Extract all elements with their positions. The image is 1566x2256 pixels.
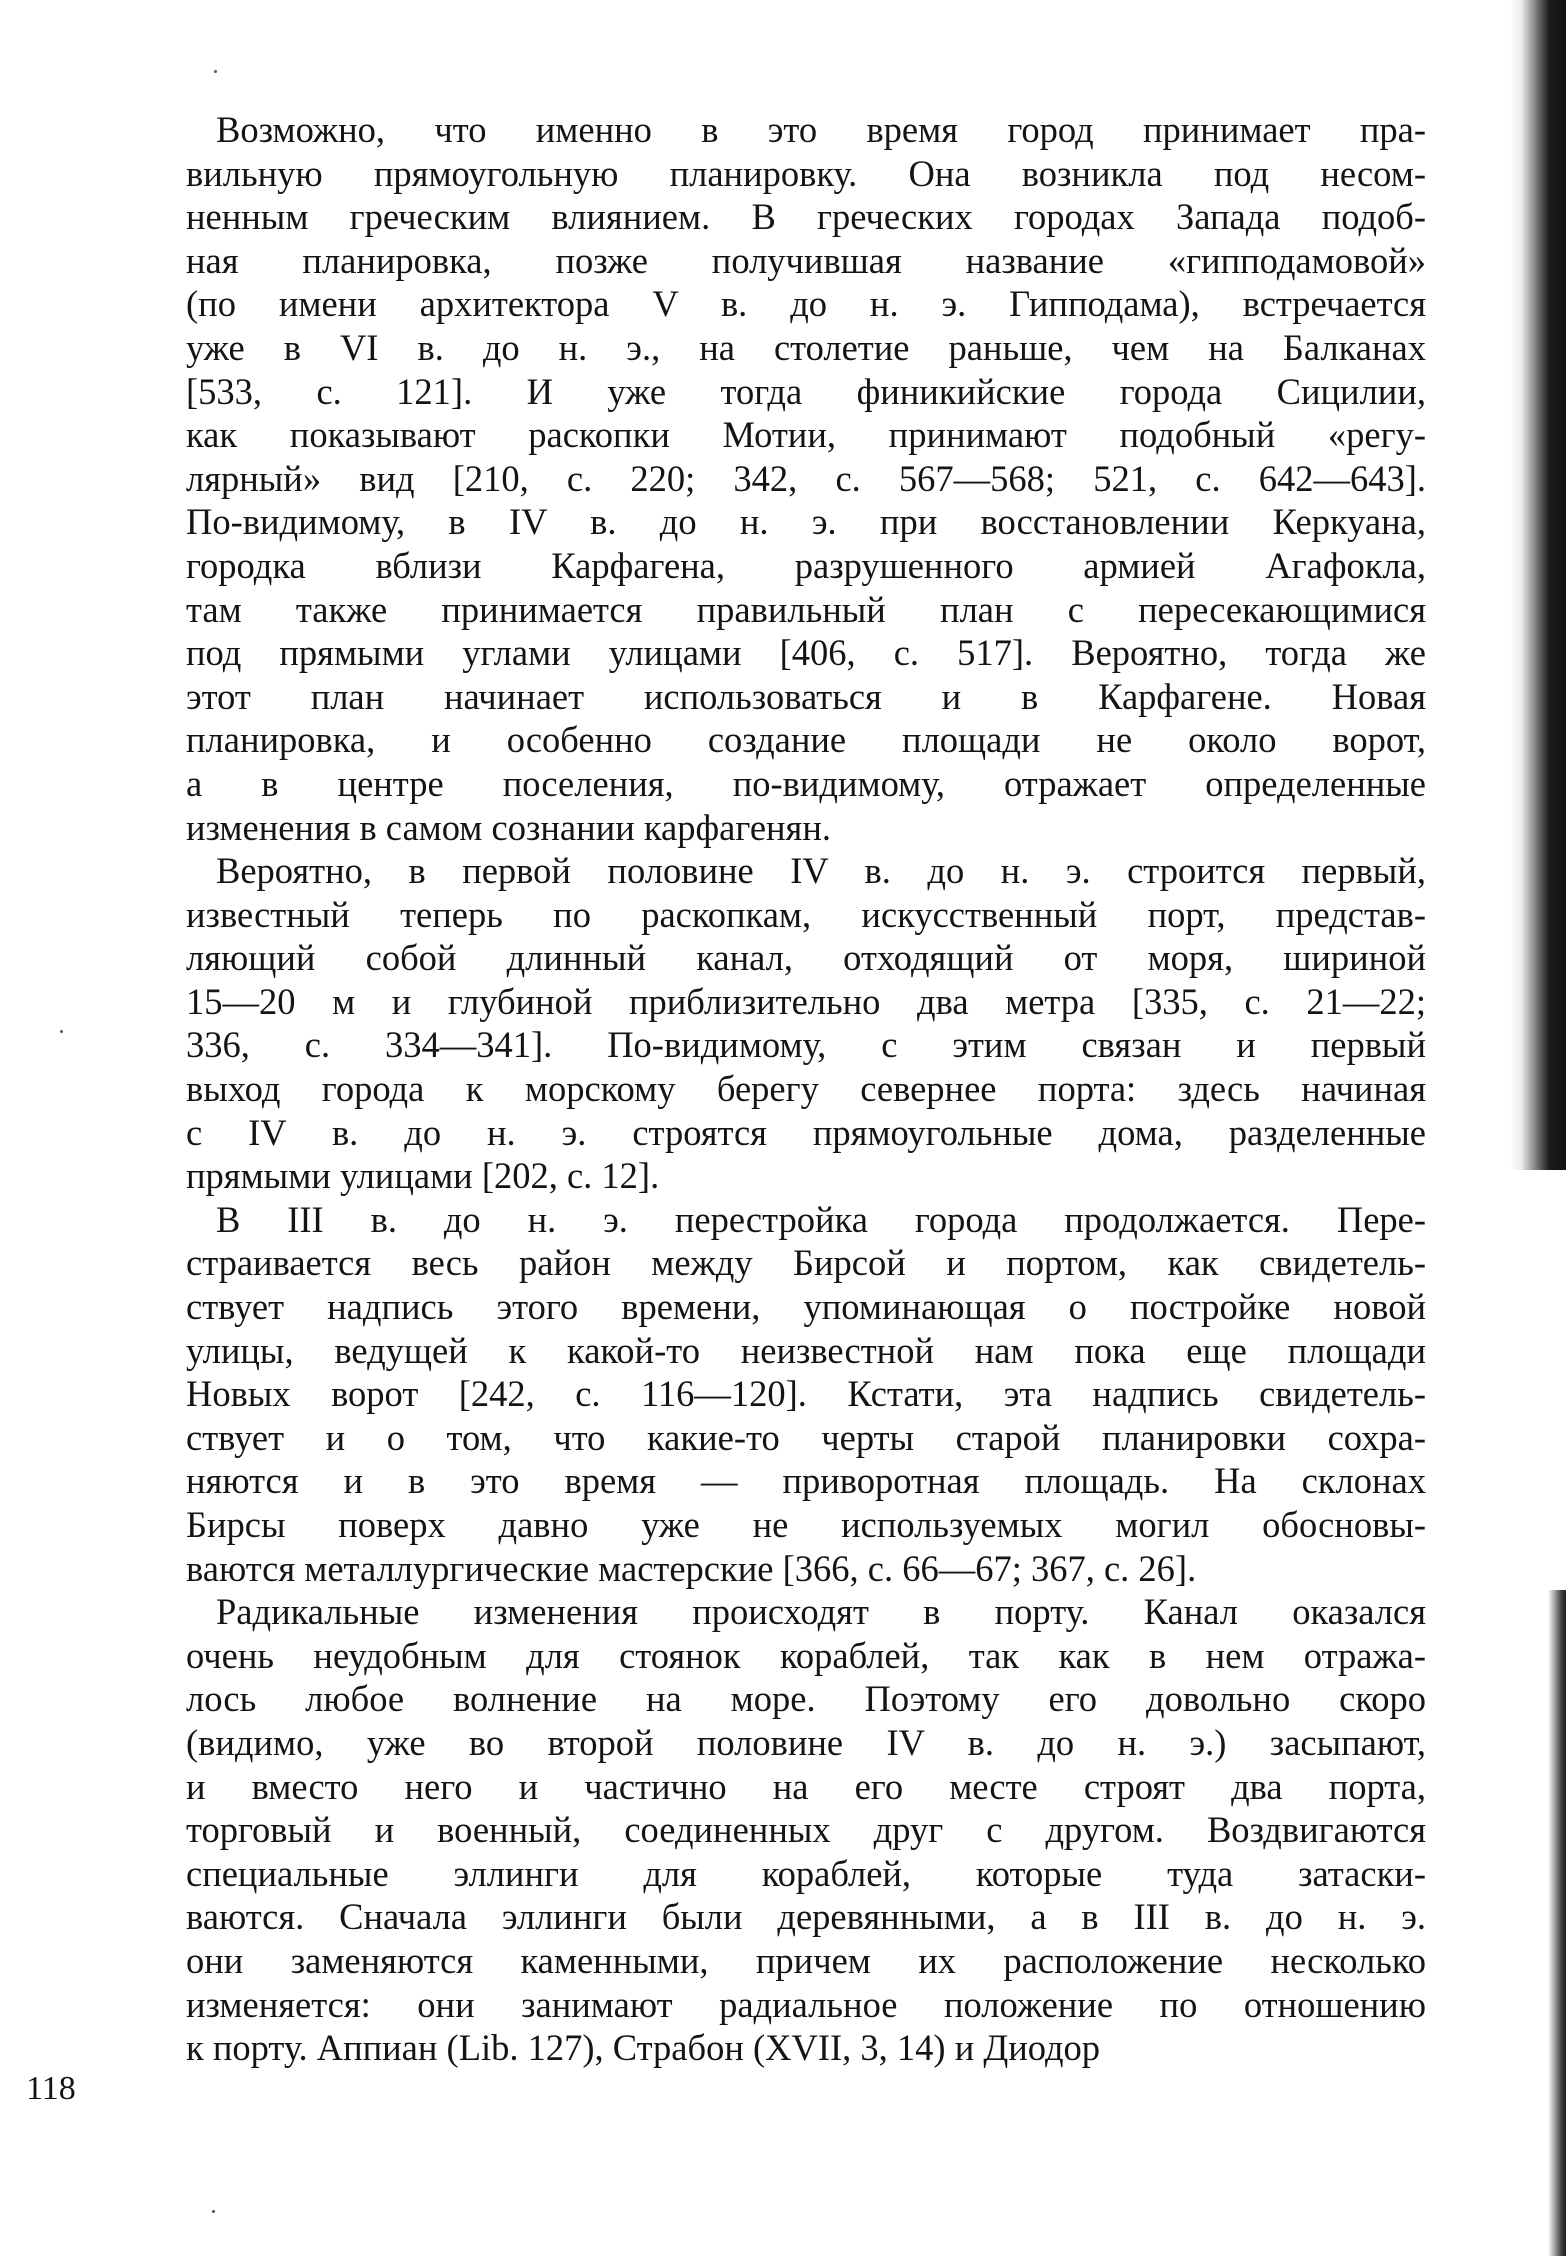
text-line: улицы, ведущей к какой-то неизвестной нам пока еще площади [186,1329,1426,1371]
text-line: (по имени архитектора V в. до н. э. Гипподама), встречается [186,283,1426,325]
text-line: выход города к морскому берегу севернее порта: здесь начиная [186,1068,1426,1110]
text-line: По-видимому, в IV в. до н. э. при восстановлении Керкуана, [186,501,1426,543]
text-line: Бирсы поверх давно уже не используемых могил обосновы- [186,1504,1426,1545]
text-line: планировка, и особенно создание площади не около ворот, [186,719,1426,761]
text-line: страивается весь район между Бирсой и портом, как свидетель- [186,1242,1426,1284]
text-line: изменения в самом сознании карфагенян. [186,806,832,848]
text-line: (видимо, уже во второй половине IV в. до н. э.) засыпают, [186,1721,1426,1763]
text-line: Радикальные изменения происходят в порту. Канал оказался [216,1591,1426,1633]
paragraph [186,108,1426,849]
paragraph [186,849,1426,1198]
text-line: как показывают раскопки Мотии, принимают подобный «регу- [186,414,1426,456]
text-line: этот план начинает использоваться и в Карфагене. Новая [186,675,1426,717]
text-line: ствует надпись этого времени, упоминающая о постройке новой [186,1286,1426,1328]
text-line: ваются металлургические мастерские [366, с. 66—67; 367, с. 26]. [186,1547,1197,1589]
page-number: 118 [26,2070,76,2107]
text-line: с IV в. до н. э. строятся прямоугольные дома, разделенные [186,1111,1426,1153]
text-line: прямыми улицами [202, с. 12]. [186,1155,660,1197]
text-line: под прямыми углами улицами [406, с. 517]. Вероятно, тогда же [186,632,1426,674]
text-line: ствует и о том, что какие-то черты старой планировки сохра- [186,1416,1426,1458]
text-line: ненным греческим влиянием. В греческих городах Запада подоб- [186,196,1426,238]
text-line: В III в. до н. э. перестройка города продолжается. Пере- [216,1198,1426,1240]
paragraph [186,1590,1426,2070]
text-line: очень неудобным для стоянок кораблей, так как в нем отража- [186,1634,1426,1676]
text-line: и вместо него и частично на его месте строят два порта, [186,1765,1426,1807]
text-line: известный теперь по раскопкам, искусственный порт, представ- [186,893,1426,935]
text-line: специальные эллинги для кораблей, которые туда затаски- [186,1852,1426,1894]
text-line: 336, с. 334—341]. По-видимому, с этим связан и первый [186,1024,1426,1066]
main-text [186,108,1426,2070]
text-line: торговый и военный, соединенных друг с другом. Воздвигаются [186,1809,1426,1851]
text-line: изменяется: они занимают радиальное положение по отношению [186,1983,1426,2025]
text-line: лось любое волнение на море. Поэтому его довольно скоро [186,1678,1426,1720]
scan-edge-shadow-bottom [1548,1590,1566,2256]
text-line: 15—20 м и глубиной приблизительно два метра [335, с. 21—22; [186,980,1426,1022]
text-line: Возможно, что именно в это время город принимает пра- [216,109,1426,150]
text-line: вильную прямоугольную планировку. Она возникла под несом- [186,152,1426,194]
text-line: Вероятно, в первой половине IV в. до н. э. строится первый, [216,850,1426,892]
scan-speck [214,70,217,73]
text-line: ляющий собой длинный канал, отходящий от моря, шириной [186,937,1426,979]
text-line: ваются. Сначала эллинги были деревянными, а в III в. до н. э. [186,1896,1426,1938]
text-line: [533, с. 121]. И уже тогда финикийские города Сицилии, [186,370,1426,412]
scan-speck [60,1030,63,1033]
text-line: городка вблизи Карфагена, разрушенного армией Агафокла, [186,544,1426,586]
text-line: ная планировка, позже получившая название «гипподамовой» [186,239,1426,281]
scan-speck [212,2210,215,2213]
text-line: там также принимается правильный план с пересекающимися [186,588,1426,630]
text-line: лярный» вид [210, с. 220; 342, с. 567—568; 521, с. 642—643]. [186,457,1426,499]
text-line: няются и в это время — приворотная площадь. На склонах [186,1460,1426,1502]
text-line: они заменяются каменными, причем их расположение несколько [186,1939,1426,1981]
text-line: к порту. Аппиан (Lib. 127), Страбон (XVII, 3, 14) и Диодор [186,2027,1101,2069]
text-line: Новых ворот [242, с. 116—120]. Кстати, эта надпись свидетель- [186,1373,1426,1415]
text-line: уже в VI в. до н. э., на столетие раньше, чем на Балканах [186,326,1426,368]
scan-edge-shadow-top [1510,0,1566,1170]
text-line: а в центре поселения, по-видимому, отражает определенные [186,762,1426,804]
paragraph [186,1198,1426,1590]
